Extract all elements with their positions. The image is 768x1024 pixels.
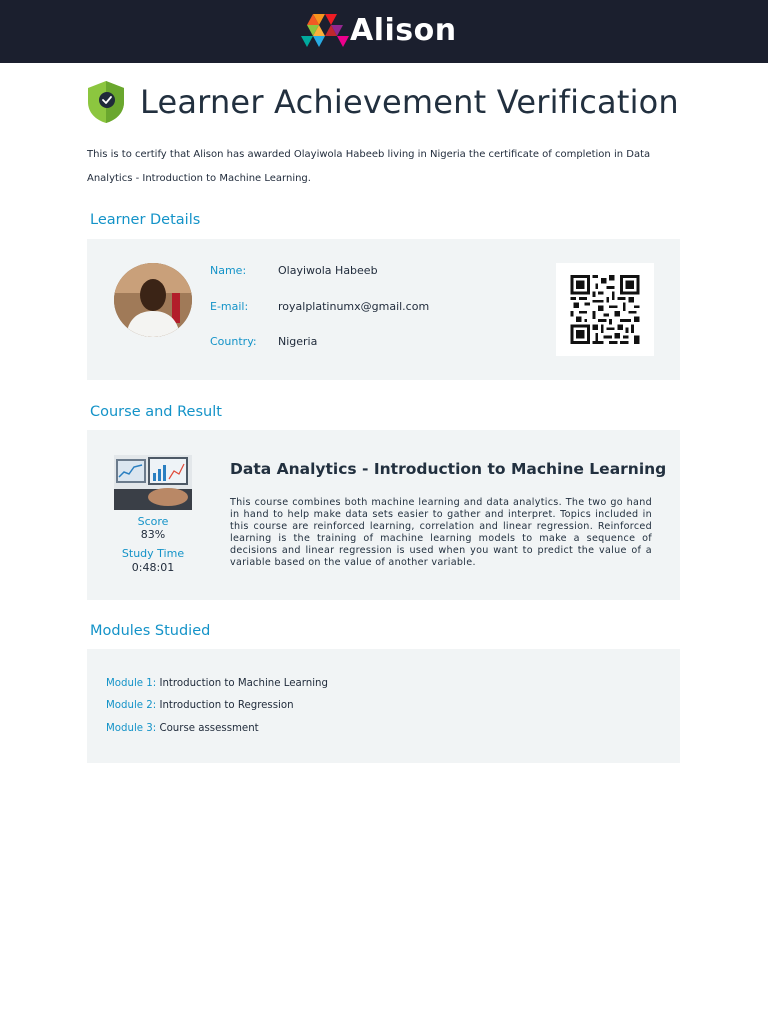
module-name: Course assessment (159, 723, 259, 734)
module-row (106, 723, 259, 734)
brand-name: Alison (350, 13, 457, 48)
course-thumbnail[interactable] (114, 455, 192, 510)
course-result-panel (87, 430, 680, 600)
learner-details-panel (87, 239, 680, 380)
course-thumbnail-icon (114, 455, 192, 510)
learner-details-heading: Learner Details (90, 212, 201, 228)
name-label: Name: (210, 264, 247, 277)
alison-logo-icon (301, 14, 349, 48)
page-title-row (86, 80, 679, 124)
modules-panel (87, 649, 680, 763)
alison-logo[interactable] (301, 13, 457, 49)
course-result-heading: Course and Result (90, 404, 222, 420)
module-number: Module 2: (106, 700, 157, 711)
modules-studied-heading: Modules Studied (90, 623, 211, 639)
study-time-value: 0:48:01 (131, 561, 175, 574)
qr-code-box[interactable] (556, 263, 654, 356)
certification-statement: This is to certify that Alison has awarded Olayiwola Habeeb living in Nigeria the certificate of completion in Data Analytics - Introduction to Machine Learning. (87, 149, 651, 184)
learner-photo-icon (114, 263, 192, 337)
page-title: Learner Achievement Verification (140, 83, 679, 121)
email-label: E-mail: (210, 300, 249, 313)
module-name: Introduction to Regression (159, 700, 294, 711)
learner-avatar (114, 263, 192, 337)
module-name: Introduction to Machine Learning (159, 678, 328, 689)
score-label: Score (137, 515, 169, 528)
header-bar (0, 0, 768, 63)
module-number: Module 1: (106, 678, 157, 689)
verified-shield-icon (86, 80, 126, 124)
module-row (106, 700, 294, 711)
course-description: This course combines both machine learning and data analytics. The two go hand in hand to help make data sets easier to gather and interpret. Topics included in this course are reinforced learning, correlation and linear regression. Reinforced learning is the training of machine learning models to make a sequence of decisions and linear regression is used when you want to predict the value of a variable based on the value of another variable. (230, 497, 652, 568)
module-number: Module 3: (106, 723, 157, 734)
country-label: Country: (210, 335, 257, 348)
name-value: Olayiwola Habeeb (278, 264, 378, 277)
module-row (106, 678, 328, 689)
country-value: Nigeria (278, 335, 318, 348)
email-value: royalplatinumx@gmail.com (278, 300, 430, 313)
qr-code-icon (569, 275, 641, 344)
course-title[interactable]: Data Analytics - Introduction to Machine Learning (230, 460, 667, 478)
study-time-label: Study Time (121, 547, 185, 560)
score-value: 83% (140, 528, 166, 541)
